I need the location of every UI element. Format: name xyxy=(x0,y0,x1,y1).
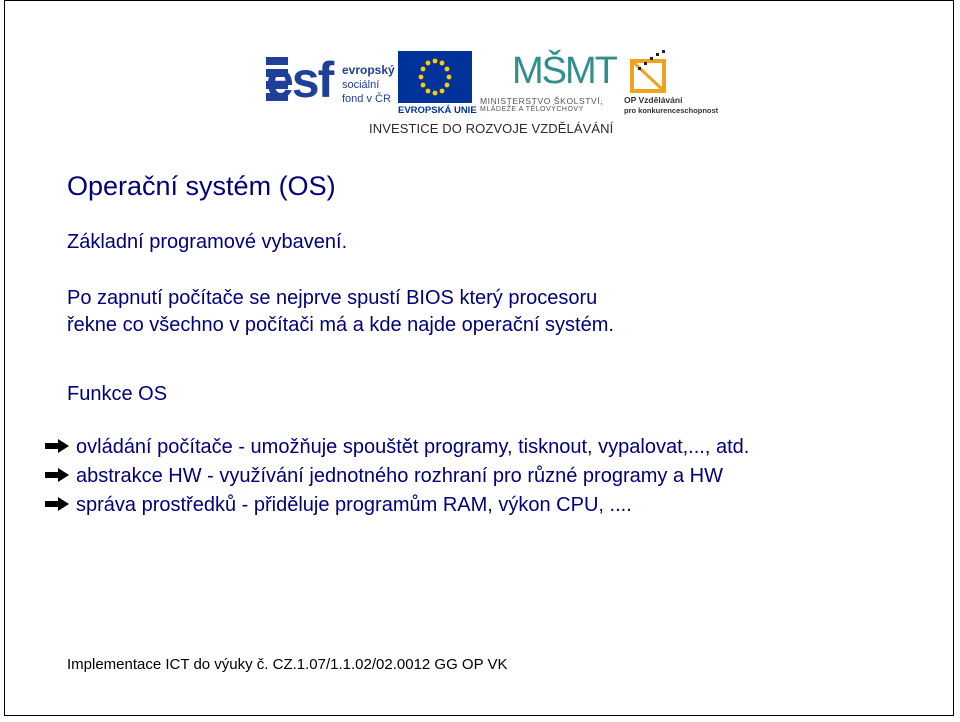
msmt-line2: MLÁDEŽE A TĚLOVÝCHOVY xyxy=(480,106,584,113)
subtitle: Základní programové vybavení. xyxy=(67,231,348,253)
footer: Implementace ICT do výuky č. CZ.1.07/1.1.02/02.0012 GG OP VK xyxy=(67,656,508,673)
bullet-list xyxy=(45,433,749,520)
eu-caption: EVROPSKÁ UNIE xyxy=(398,105,477,116)
slide xyxy=(4,0,954,716)
esf-mark: esf xyxy=(266,52,333,108)
msmt-line1: MINISTERSTVO ŠKOLSTVÍ, xyxy=(480,96,604,106)
logo-bar xyxy=(260,45,719,117)
paragraph-line-1: Po zapnutí počítače se nejprve spustí BIOS který procesoru xyxy=(67,287,598,309)
op-line2: pro konkurenceschopnost xyxy=(624,106,719,115)
section-heading: Funkce OS xyxy=(67,383,168,405)
list-item xyxy=(45,433,749,462)
intro-paragraph xyxy=(67,285,614,339)
right-arrow-icon xyxy=(45,497,69,511)
esf-line2: sociální xyxy=(342,79,380,91)
list-item xyxy=(45,491,749,520)
esf-logo-icon xyxy=(264,51,395,111)
bullet-text: správa prostředků - přiděluje programům RAM, výkon CPU, .... xyxy=(76,494,632,516)
op-line1: OP Vzdělávání xyxy=(624,95,683,105)
esf-line1: evropský xyxy=(342,63,395,77)
right-arrow-icon xyxy=(45,468,69,482)
msmt-logo-icon xyxy=(480,49,616,115)
right-arrow-icon xyxy=(45,439,69,453)
paragraph-line-2: řekne co všechno v počítači má a kde najde operační systém. xyxy=(67,314,614,336)
page-title: Operační systém (OS) xyxy=(67,171,336,201)
op-logo-icon xyxy=(620,49,719,115)
bullet-text: abstrakce HW - využívání jednotného rozhraní pro různé programy a HW xyxy=(76,465,723,487)
list-item xyxy=(45,462,749,491)
esf-line3: fond v ČR xyxy=(342,93,391,105)
eu-flag-icon xyxy=(398,51,477,117)
bullet-text: ovládání počítače - umožňuje spouštět programy, tisknout, vypalovat,..., atd. xyxy=(76,436,750,458)
investice-banner: INVESTICE DO ROZVOJE VZDĚLÁVÁNÍ xyxy=(369,121,614,136)
msmt-mark: MŠMT xyxy=(512,50,616,92)
